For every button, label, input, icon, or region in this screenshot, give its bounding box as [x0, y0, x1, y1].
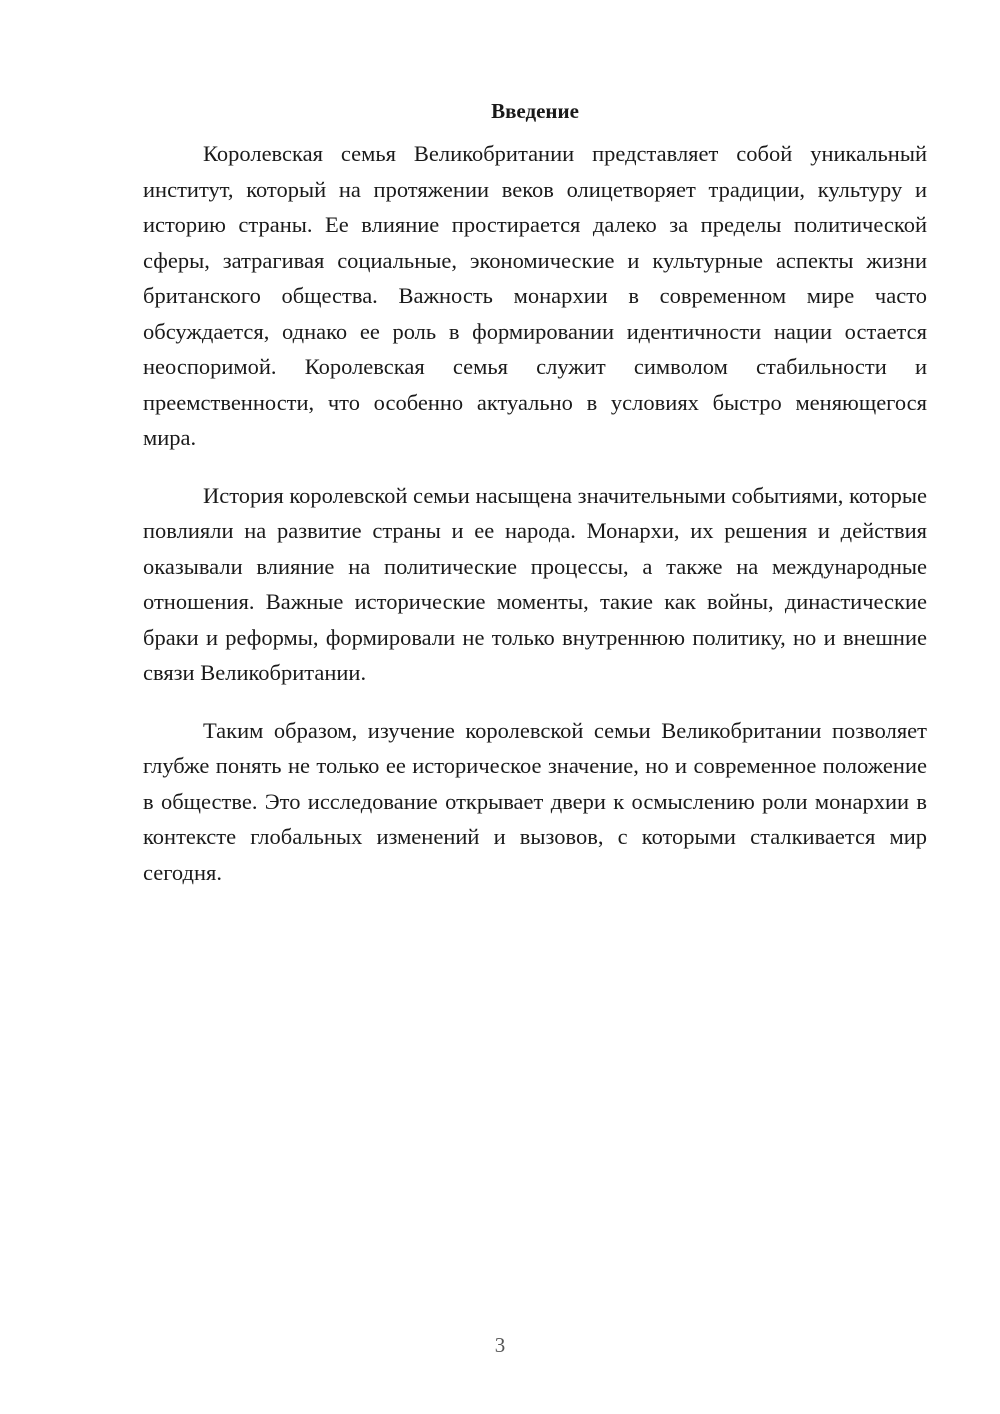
page-content	[143, 96, 927, 912]
paragraph-2: История королевской семьи насыщена значительными событиями, которые повлияли на развитие страны и ее народа. Монархи, их решения и действия оказывали влияние на политические процессы, а также на международные отношения. Важные исторические моменты, такие как войны, династические браки и реформы, формировали не только внутреннюю политику, но и внешние связи Великобритании.	[143, 482, 927, 685]
section-heading: Введение	[491, 99, 579, 123]
paragraph-3: Таким образом, изучение королевской семьи Великобритании позволяет глубже понять не только ее историческое значение, но и современное положение в обществе. Это исследование открывает двери к осмыслению роли монархии в контексте глобальных изменений и вызовов, с которыми сталкивается мир сегодня.	[143, 717, 927, 885]
page-number: 3	[494, 1333, 506, 1357]
paragraph-1: Королевская семья Великобритании представляет собой уникальный институт, который на протяжении веков олицетворяет традиции, культуру и историю страны. Ее влияние простирается далеко за пределы политической сферы, затрагивая социальные, экономические и культурные аспекты жизни британского общества. Важность монархии в современном мире часто обсуждается, однако ее роль в формировании идентичности нации остается неоспоримой. Королевская семья служит символом стабильности и преемственности, что особенно актуально в условиях быстро меняющегося мира.	[143, 141, 927, 450]
